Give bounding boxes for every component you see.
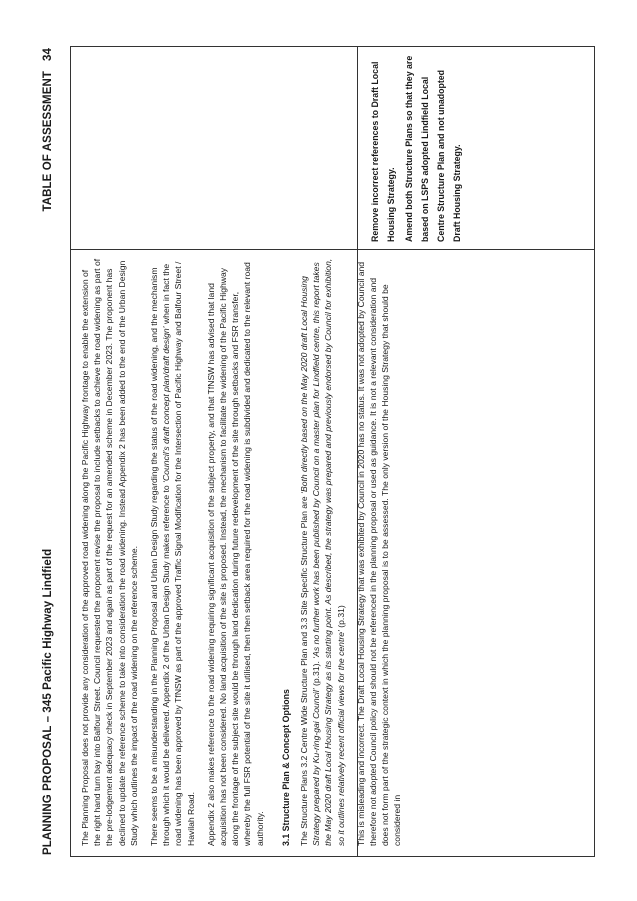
section-heading: 3.1 Structure Plan & Concept Options xyxy=(280,689,291,846)
page-number: 34 xyxy=(42,48,54,61)
recommendation-2: Amend both Structure Plans so that they are based on LSPS adopted Lindfield Local Centre Structure Plan and not unadopted Draft Housing Strategy. xyxy=(404,55,462,242)
structure-plan-paragraph: The Structure Plans 3.2 Centre Wide Structure Plan and 3.3 Site Specific Structure Plan are ‘Both directly based on the May 2020 draft Local Housing Strategy prepared by Ku-ring-gai Council’ (p.31). ‘As no further work has been published by Council on a master plan for Lindfield centre, this report takes the May 2020 draft Local Housing Strategy as its starting point. As described, the strategy was prepared and previously endorsed by Council for exhibition, so it outlines relatively recent official views for the centre’ (p.31) xyxy=(299,258,346,846)
document-title: PLANNING PROPOSAL – 345 Pacific Highway Lindfield xyxy=(42,548,54,855)
recommendation-1: Remove incorrect references to Draft Local Housing Strategy. xyxy=(370,61,396,242)
road-widening-paragraph: The Planning Proposal does not provide any consideration of the approved road widening along the Pacific Highway frontage to enable the extension of the right hand turn bay into Balfour Street. Council requested the proponent revise the proposal to include setbacks to achieve the road widening as part of the pre-lodgement adequacy check in September 2023 and again as part of the request for an amended scheme in December 2023. The proponent has declined to update the reference scheme to take into consideration the road widening. Instead Appendix 2 has been added to the end of the Urban Design Study which outlines the impact of the road widening on the reference scheme. xyxy=(80,258,139,846)
recommendations xyxy=(367,52,467,242)
section-header xyxy=(42,48,54,212)
misunderstanding-paragraph: There seems to be a misunderstanding in the Planning Proposal and Urban Design Study regarding the status of the road widening, and the mechanism through which it would be delivered. Appendix 2 of the Urban Design Study makes reference to ‘Council’s draft concept plan/draft design’ when in fact the road widening has been approved by TfNSW as part of the approved Traffic Signal Modification for the Intersection of Pacific Highway and Balfour Street / Havilah Road. xyxy=(149,261,196,846)
section-title: TABLE OF ASSESSMENT xyxy=(42,71,54,212)
column-divider xyxy=(71,249,594,250)
appendix-paragraph: Appendix 2 also makes reference to the road widening requiring significant acquisition of the subject property, and that TfNSW has advised that land acquisition has not been considered. No land acquisition of the site is proposed. Instead, the mechanism to facilitate the widening of the Pacific Highway along the frontage of the subject site would be through land dedication during future redevelopment of the site through setbacks and FSR transfer, whereby the full FSR potential of the site it utilised, then then setback area required for the road widening is subdivided and dedicated to the relevant road authority. xyxy=(205,262,265,846)
assessment-comments xyxy=(79,258,412,846)
assessment-table xyxy=(70,46,595,857)
misleading-paragraph: This is misleading and incorrect. The Draft Local Housing Strategy that was exhibited by Council in 2020 has no status. It was not adopted by Council and therefore not adopted Council policy and should not be referenced in the planning proposal or used as guidance. It is not a relevant consideration and does not form part of the strategic context in which the planning proposal is to be assessed. The only version of the Housing Strategy that should be considered in xyxy=(355,261,403,846)
